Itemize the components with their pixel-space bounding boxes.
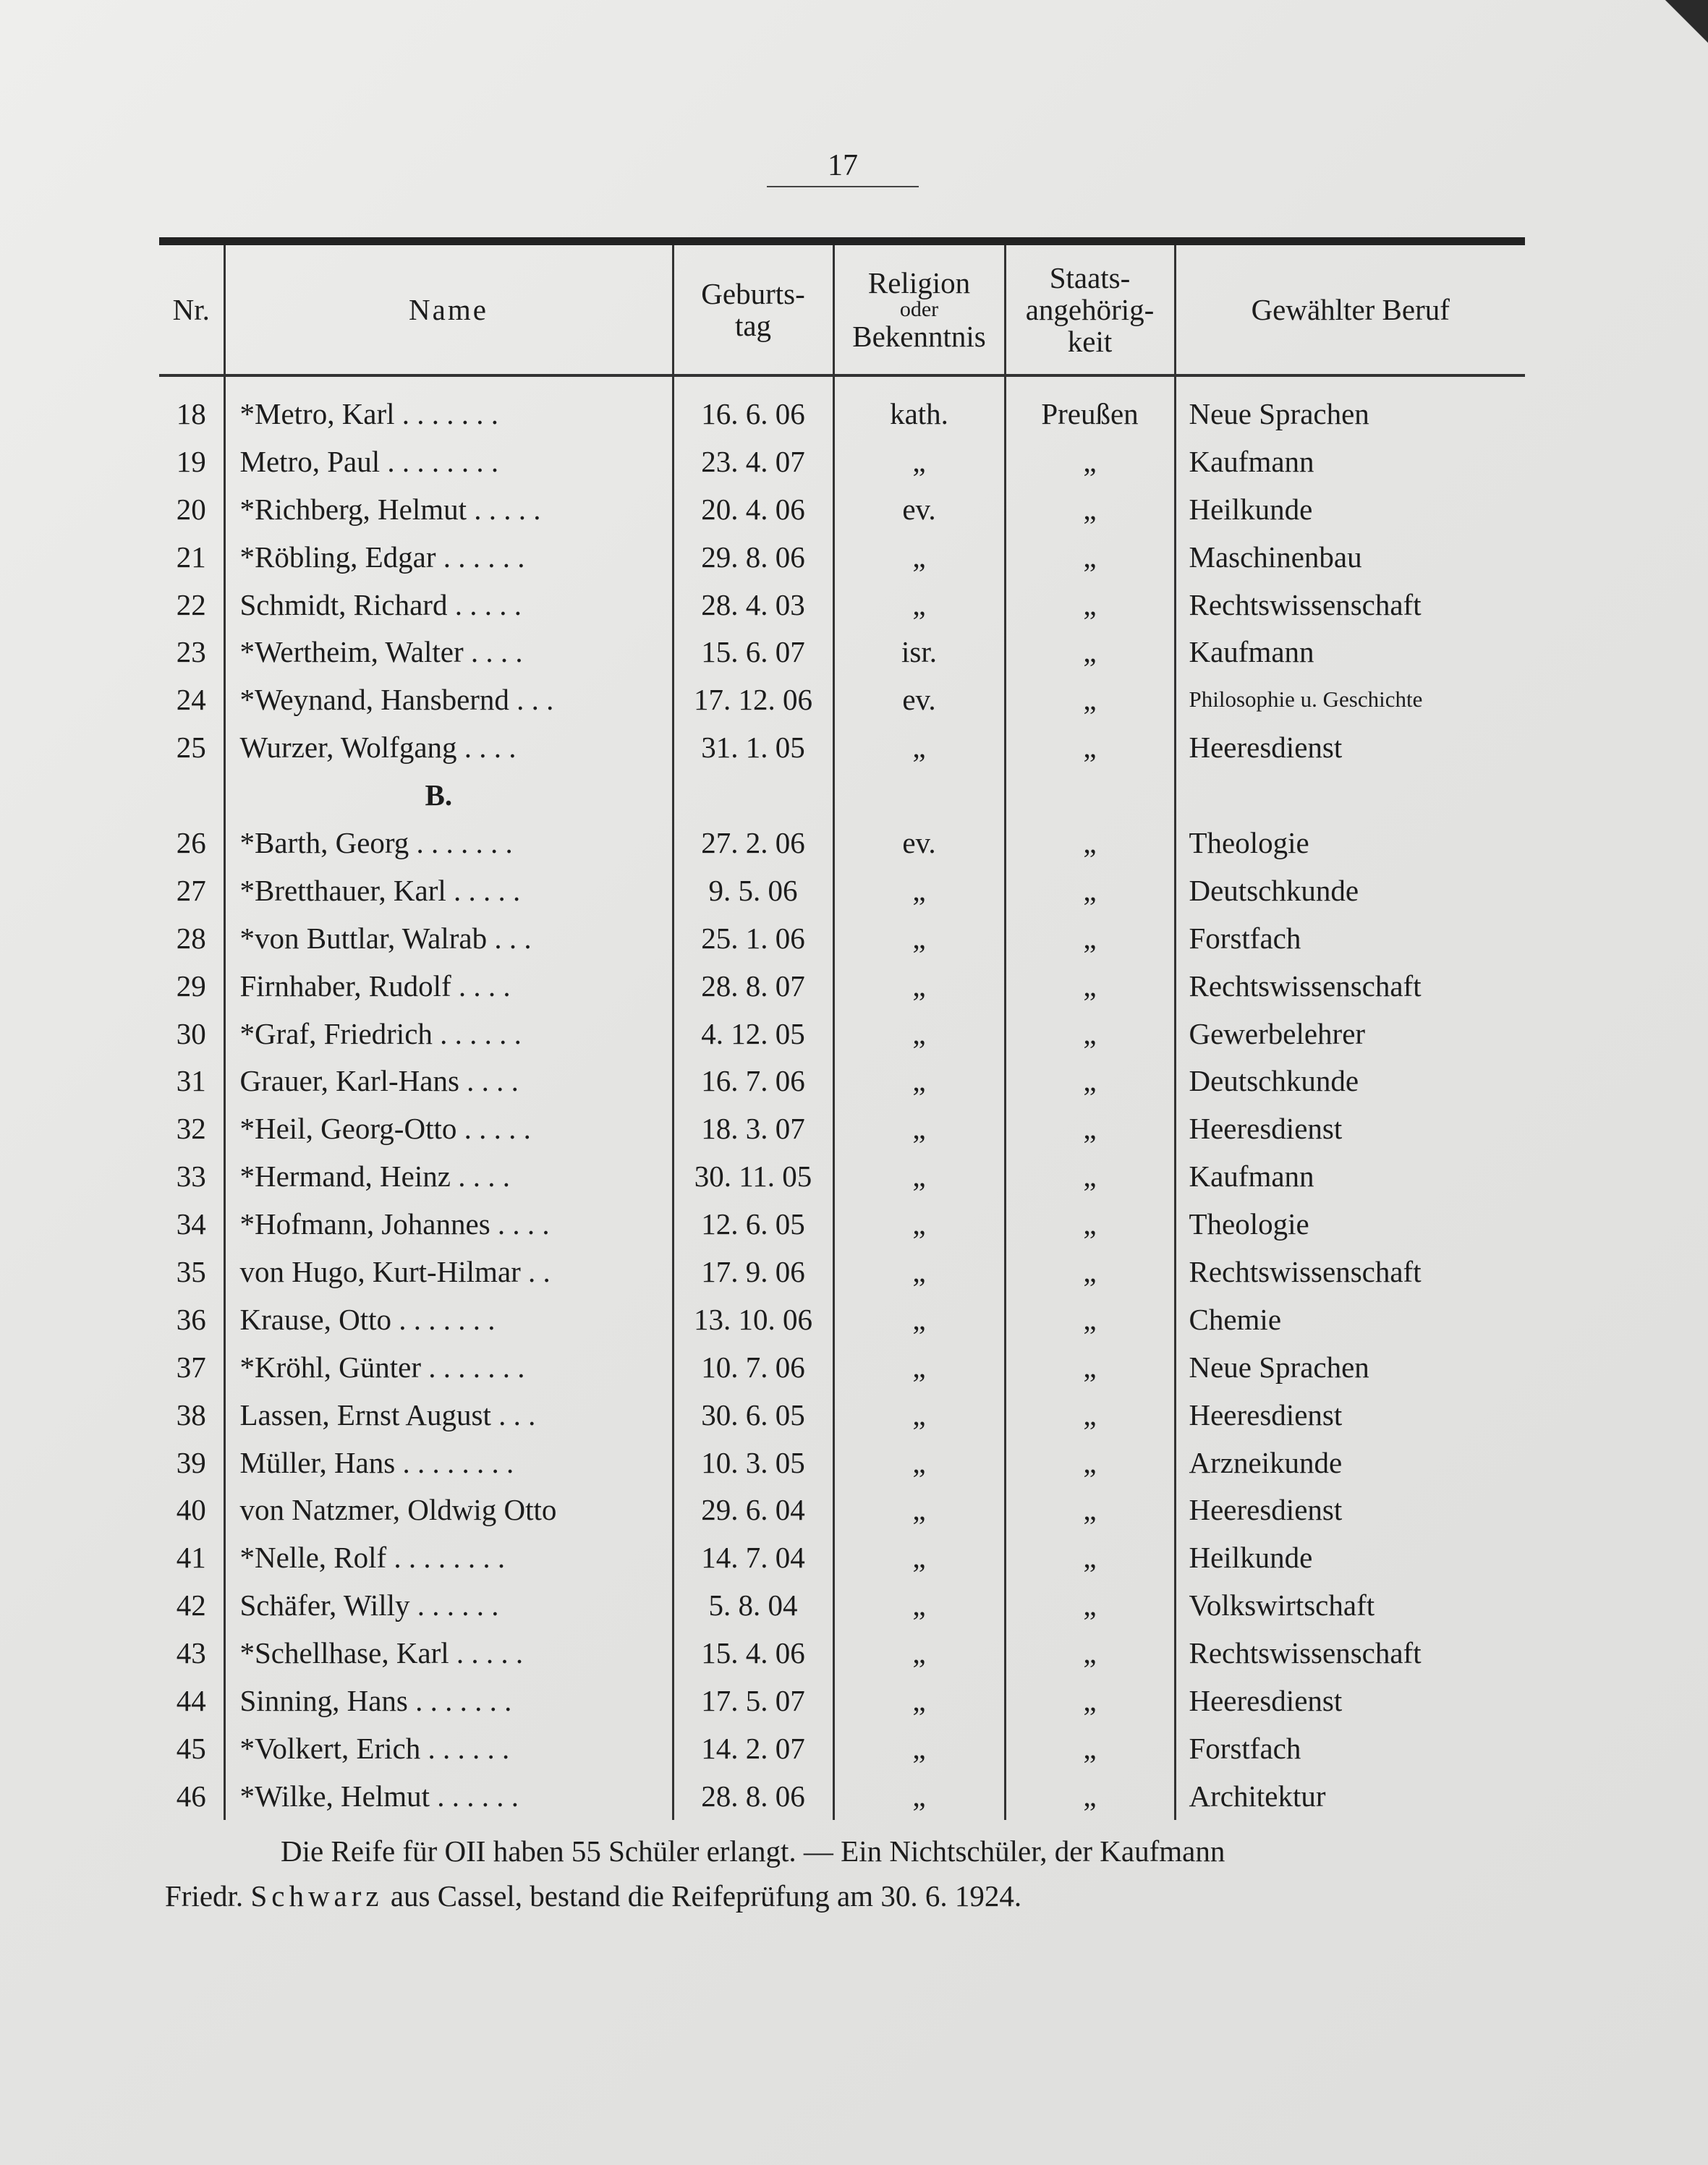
row-religion: „ <box>833 533 1005 581</box>
table-row <box>159 1486 1525 1534</box>
row-staat: „ <box>1005 1200 1175 1248</box>
row-nr: 36 <box>176 1302 206 1336</box>
header-staat-line3: keit <box>1067 325 1113 358</box>
row-staat: „ <box>1005 676 1175 723</box>
row-beruf: Kaufmann <box>1175 438 1525 485</box>
row-nr: 18 <box>176 396 206 430</box>
row-staat: „ <box>1005 1486 1175 1534</box>
table-row <box>159 676 1525 723</box>
row-religion: „ <box>833 1010 1005 1058</box>
row-nr: 31 <box>176 1064 206 1098</box>
row-nr: 46 <box>176 1779 206 1813</box>
row-geburtstag: 30. 6. 05 <box>673 1391 833 1439</box>
table-row <box>159 962 1525 1010</box>
table-row <box>159 1677 1525 1724</box>
row-beruf: Architektur <box>1175 1772 1525 1820</box>
table-row <box>159 819 1525 867</box>
row-beruf: Kaufmann <box>1175 628 1525 676</box>
row-nr: 27 <box>176 873 206 907</box>
row-geburtstag: 17. 12. 06 <box>673 676 833 723</box>
row-staat: „ <box>1005 1343 1175 1391</box>
header-religion-line1: Religion <box>867 266 971 299</box>
row-geburtstag: 17. 9. 06 <box>673 1248 833 1296</box>
row-staat: „ <box>1005 914 1175 962</box>
row-nr: 39 <box>176 1445 206 1479</box>
table-row <box>159 1248 1525 1296</box>
row-religion: ev. <box>833 676 1005 723</box>
row-geburtstag: 28. 8. 07 <box>673 962 833 1010</box>
table-row <box>159 533 1525 581</box>
row-religion: „ <box>833 962 1005 1010</box>
table-row <box>159 1724 1525 1772</box>
page-number: 17 <box>767 148 919 187</box>
row-name: *Nelle, Rolf . . . . . . . . <box>224 1534 673 1581</box>
table-row <box>159 723 1525 771</box>
row-beruf: Heeresdienst <box>1175 1486 1525 1534</box>
table-row <box>159 628 1525 676</box>
row-nr: 43 <box>176 1636 206 1670</box>
row-religion: „ <box>833 1581 1005 1629</box>
row-beruf: Rechtswissenschaft <box>1175 1629 1525 1677</box>
row-nr: 30 <box>176 1016 206 1050</box>
row-name: *Volkert, Erich . . . . . . <box>224 1724 673 1772</box>
table-body <box>159 375 1525 1820</box>
row-geburtstag: 18. 3. 07 <box>673 1105 833 1152</box>
row-geburtstag: 31. 1. 05 <box>673 723 833 771</box>
row-nr: 44 <box>176 1683 206 1717</box>
row-nr: 21 <box>176 540 206 574</box>
table-row <box>159 1534 1525 1581</box>
section-empty-cell <box>673 771 833 819</box>
row-geburtstag: 28. 4. 03 <box>673 581 833 629</box>
row-religion: „ <box>833 914 1005 962</box>
row-beruf: Chemie <box>1175 1296 1525 1343</box>
row-beruf: Neue Sprachen <box>1175 1343 1525 1391</box>
row-name: *von Buttlar, Walrab . . . <box>224 914 673 962</box>
header-staat <box>1005 242 1175 376</box>
row-beruf: Maschinenbau <box>1175 533 1525 581</box>
row-staat: „ <box>1005 1581 1175 1629</box>
row-name: *Hofmann, Johannes . . . . <box>224 1200 673 1248</box>
row-religion: „ <box>833 1629 1005 1677</box>
student-table <box>159 237 1525 1820</box>
row-name: *Wilke, Helmut . . . . . . <box>224 1772 673 1820</box>
footnote-line2-b: aus Cassel, bestand die Reifeprüfung am 30. 6. 1924. <box>390 1879 1022 1913</box>
row-staat: „ <box>1005 1724 1175 1772</box>
row-geburtstag: 15. 6. 07 <box>673 628 833 676</box>
row-staat: „ <box>1005 1010 1175 1058</box>
row-staat: „ <box>1005 1105 1175 1152</box>
table-row <box>159 438 1525 485</box>
row-geburtstag: 12. 6. 05 <box>673 1200 833 1248</box>
row-staat: „ <box>1005 1391 1175 1439</box>
row-name: Schäfer, Willy . . . . . . <box>224 1581 673 1629</box>
row-name: *Weynand, Hansbernd . . . <box>224 676 673 723</box>
row-religion: ev. <box>833 485 1005 533</box>
row-name: *Hermand, Heinz . . . . <box>224 1152 673 1200</box>
row-geburtstag: 16. 6. 06 <box>673 375 833 438</box>
row-geburtstag: 10. 3. 05 <box>673 1439 833 1486</box>
row-beruf: Heeresdienst <box>1175 723 1525 771</box>
row-beruf: Philosophie u. Geschichte <box>1175 676 1525 723</box>
row-religion: „ <box>833 1391 1005 1439</box>
row-name: Müller, Hans . . . . . . . . <box>224 1439 673 1486</box>
table-row <box>159 485 1525 533</box>
section-row <box>159 771 1525 819</box>
row-geburtstag: 5. 8. 04 <box>673 1581 833 1629</box>
header-religion-line2: oder <box>899 297 939 321</box>
header-beruf: Gewählter Beruf <box>1175 242 1525 376</box>
header-geburtstag-line2: tag <box>734 309 772 342</box>
header-geburtstag <box>673 242 833 376</box>
row-name: Metro, Paul . . . . . . . . <box>224 438 673 485</box>
row-beruf: Kaufmann <box>1175 1152 1525 1200</box>
header-geburtstag-line1: Geburts- <box>701 277 805 310</box>
header-staat-line2: angehörig- <box>1025 293 1155 326</box>
row-religion: „ <box>833 1486 1005 1534</box>
row-name: *Kröhl, Günter . . . . . . . <box>224 1343 673 1391</box>
row-religion: „ <box>833 1248 1005 1296</box>
footnote-line1: Die Reife für OII haben 55 Schüler erlangt. — Ein Nichtschüler, der Kaufmann <box>281 1834 1225 1868</box>
row-religion: kath. <box>833 375 1005 438</box>
page-corner-fold <box>1665 0 1708 51</box>
table-row <box>159 1581 1525 1629</box>
row-name: Lassen, Ernst August . . . <box>224 1391 673 1439</box>
row-geburtstag: 25. 1. 06 <box>673 914 833 962</box>
row-staat: „ <box>1005 628 1175 676</box>
row-name: *Wertheim, Walter . . . . <box>224 628 673 676</box>
section-empty-cell <box>833 771 1005 819</box>
row-religion: „ <box>833 723 1005 771</box>
row-geburtstag: 9. 5. 06 <box>673 867 833 914</box>
row-geburtstag: 16. 7. 06 <box>673 1057 833 1105</box>
row-religion: „ <box>833 1200 1005 1248</box>
row-religion: „ <box>833 1152 1005 1200</box>
header-staat-line1: Staats- <box>1049 261 1131 294</box>
row-beruf: Rechtswissenschaft <box>1175 1248 1525 1296</box>
table-row <box>159 1391 1525 1439</box>
footnote-line2 <box>165 1873 1525 1918</box>
row-beruf: Heilkunde <box>1175 485 1525 533</box>
row-name: Schmidt, Richard . . . . . <box>224 581 673 629</box>
row-nr: 29 <box>176 969 206 1003</box>
row-beruf: Deutschkunde <box>1175 1057 1525 1105</box>
row-beruf: Heeresdienst <box>1175 1105 1525 1152</box>
row-beruf: Heeresdienst <box>1175 1391 1525 1439</box>
section-empty-cell <box>1175 771 1525 819</box>
row-staat: „ <box>1005 1677 1175 1724</box>
table-row <box>159 581 1525 629</box>
row-religion: „ <box>833 438 1005 485</box>
row-staat: „ <box>1005 1629 1175 1677</box>
row-staat: „ <box>1005 581 1175 629</box>
row-nr: 32 <box>176 1112 206 1146</box>
row-religion: „ <box>833 1105 1005 1152</box>
row-staat: „ <box>1005 1772 1175 1820</box>
row-name: *Heil, Georg-Otto . . . . . <box>224 1105 673 1152</box>
row-religion: „ <box>833 581 1005 629</box>
row-beruf: Theologie <box>1175 819 1525 867</box>
table-row <box>159 1439 1525 1486</box>
row-beruf: Deutschkunde <box>1175 867 1525 914</box>
header-name-label: Name <box>409 293 488 326</box>
row-staat: „ <box>1005 485 1175 533</box>
row-name: *Schellhase, Karl . . . . . <box>224 1629 673 1677</box>
row-religion: „ <box>833 1724 1005 1772</box>
row-name: Wurzer, Wolfgang . . . . <box>224 723 673 771</box>
table-row <box>159 1010 1525 1058</box>
row-nr: 24 <box>176 683 206 717</box>
row-religion: „ <box>833 1296 1005 1343</box>
header-name <box>224 242 673 376</box>
row-name: *Graf, Friedrich . . . . . . <box>224 1010 673 1058</box>
row-nr: 25 <box>176 731 206 765</box>
row-religion: „ <box>833 1439 1005 1486</box>
row-nr: 19 <box>176 444 206 478</box>
table-row <box>159 375 1525 438</box>
row-name: Sinning, Hans . . . . . . . <box>224 1677 673 1724</box>
table-row <box>159 1057 1525 1105</box>
row-staat: „ <box>1005 1248 1175 1296</box>
row-religion: „ <box>833 1057 1005 1105</box>
row-beruf: Volkswirtschaft <box>1175 1581 1525 1629</box>
row-religion: „ <box>833 1534 1005 1581</box>
row-beruf: Gewerbelehrer <box>1175 1010 1525 1058</box>
row-beruf: Forstfach <box>1175 914 1525 962</box>
header-religion-line3: Bekenntnis <box>852 320 986 353</box>
row-beruf: Arzneikunde <box>1175 1439 1525 1486</box>
row-name: *Metro, Karl . . . . . . . <box>224 375 673 438</box>
row-geburtstag: 14. 7. 04 <box>673 1534 833 1581</box>
row-beruf: Theologie <box>1175 1200 1525 1248</box>
table-header-row <box>159 242 1525 376</box>
table-row <box>159 1152 1525 1200</box>
row-geburtstag: 29. 8. 06 <box>673 533 833 581</box>
row-staat: „ <box>1005 1152 1175 1200</box>
row-geburtstag: 30. 11. 05 <box>673 1152 833 1200</box>
row-nr: 28 <box>176 921 206 955</box>
row-name: *Richberg, Helmut . . . . . <box>224 485 673 533</box>
row-religion: „ <box>833 867 1005 914</box>
row-staat: „ <box>1005 438 1175 485</box>
row-staat: „ <box>1005 819 1175 867</box>
row-beruf: Heilkunde <box>1175 1534 1525 1581</box>
row-staat: „ <box>1005 1296 1175 1343</box>
row-nr: 37 <box>176 1350 206 1384</box>
section-empty-cell <box>159 771 224 819</box>
row-staat: „ <box>1005 962 1175 1010</box>
footnote-line2-a: Friedr. <box>165 1879 244 1913</box>
section-empty-cell <box>1005 771 1175 819</box>
row-beruf: Forstfach <box>1175 1724 1525 1772</box>
row-geburtstag: 15. 4. 06 <box>673 1629 833 1677</box>
table-row <box>159 867 1525 914</box>
row-beruf: Rechtswissenschaft <box>1175 581 1525 629</box>
row-religion: „ <box>833 1772 1005 1820</box>
row-geburtstag: 29. 6. 04 <box>673 1486 833 1534</box>
row-geburtstag: 20. 4. 06 <box>673 485 833 533</box>
row-nr: 45 <box>176 1731 206 1765</box>
row-nr: 41 <box>176 1541 206 1575</box>
row-nr: 34 <box>176 1207 206 1241</box>
table-row <box>159 914 1525 962</box>
row-staat: „ <box>1005 533 1175 581</box>
row-geburtstag: 4. 12. 05 <box>673 1010 833 1058</box>
row-nr: 35 <box>176 1254 206 1288</box>
row-nr: 38 <box>176 1398 206 1432</box>
table-row <box>159 1105 1525 1152</box>
row-nr: 40 <box>176 1493 206 1527</box>
row-religion: isr. <box>833 628 1005 676</box>
row-name: Firnhaber, Rudolf . . . . <box>224 962 673 1010</box>
row-name: von Hugo, Kurt-Hilmar . . <box>224 1248 673 1296</box>
header-nr: Nr. <box>159 242 224 376</box>
row-nr: 33 <box>176 1160 206 1194</box>
row-name: Krause, Otto . . . . . . . <box>224 1296 673 1343</box>
row-beruf: Neue Sprachen <box>1175 375 1525 438</box>
row-geburtstag: 13. 10. 06 <box>673 1296 833 1343</box>
row-name: Grauer, Karl-Hans . . . . <box>224 1057 673 1105</box>
row-nr: 22 <box>176 587 206 621</box>
table-row <box>159 1772 1525 1820</box>
row-geburtstag: 10. 7. 06 <box>673 1343 833 1391</box>
table-row <box>159 1629 1525 1677</box>
row-geburtstag: 14. 2. 07 <box>673 1724 833 1772</box>
row-nr: 26 <box>176 825 206 859</box>
row-religion: „ <box>833 1343 1005 1391</box>
row-name: von Natzmer, Oldwig Otto <box>224 1486 673 1534</box>
row-religion: „ <box>833 1677 1005 1724</box>
row-beruf: Heeresdienst <box>1175 1677 1525 1724</box>
row-staat: „ <box>1005 1439 1175 1486</box>
row-beruf: Rechtswissenschaft <box>1175 962 1525 1010</box>
row-geburtstag: 17. 5. 07 <box>673 1677 833 1724</box>
header-religion <box>833 242 1005 376</box>
row-religion: ev. <box>833 819 1005 867</box>
footnote-name-spaced: Schwarz <box>250 1879 383 1913</box>
row-nr: 20 <box>176 492 206 526</box>
section-label: B. <box>224 771 673 819</box>
table-row <box>159 1296 1525 1343</box>
row-staat: „ <box>1005 1534 1175 1581</box>
row-name: *Bretthauer, Karl . . . . . <box>224 867 673 914</box>
footnote <box>165 1829 1525 1918</box>
row-geburtstag: 23. 4. 07 <box>673 438 833 485</box>
row-staat: „ <box>1005 723 1175 771</box>
row-staat: „ <box>1005 867 1175 914</box>
row-staat: Preußen <box>1005 375 1175 438</box>
row-geburtstag: 27. 2. 06 <box>673 819 833 867</box>
row-name: *Barth, Georg . . . . . . . <box>224 819 673 867</box>
row-staat: „ <box>1005 1057 1175 1105</box>
row-geburtstag: 28. 8. 06 <box>673 1772 833 1820</box>
row-nr: 23 <box>176 635 206 669</box>
row-nr: 42 <box>176 1588 206 1622</box>
row-name: *Röbling, Edgar . . . . . . <box>224 533 673 581</box>
table-row <box>159 1343 1525 1391</box>
table-row <box>159 1200 1525 1248</box>
